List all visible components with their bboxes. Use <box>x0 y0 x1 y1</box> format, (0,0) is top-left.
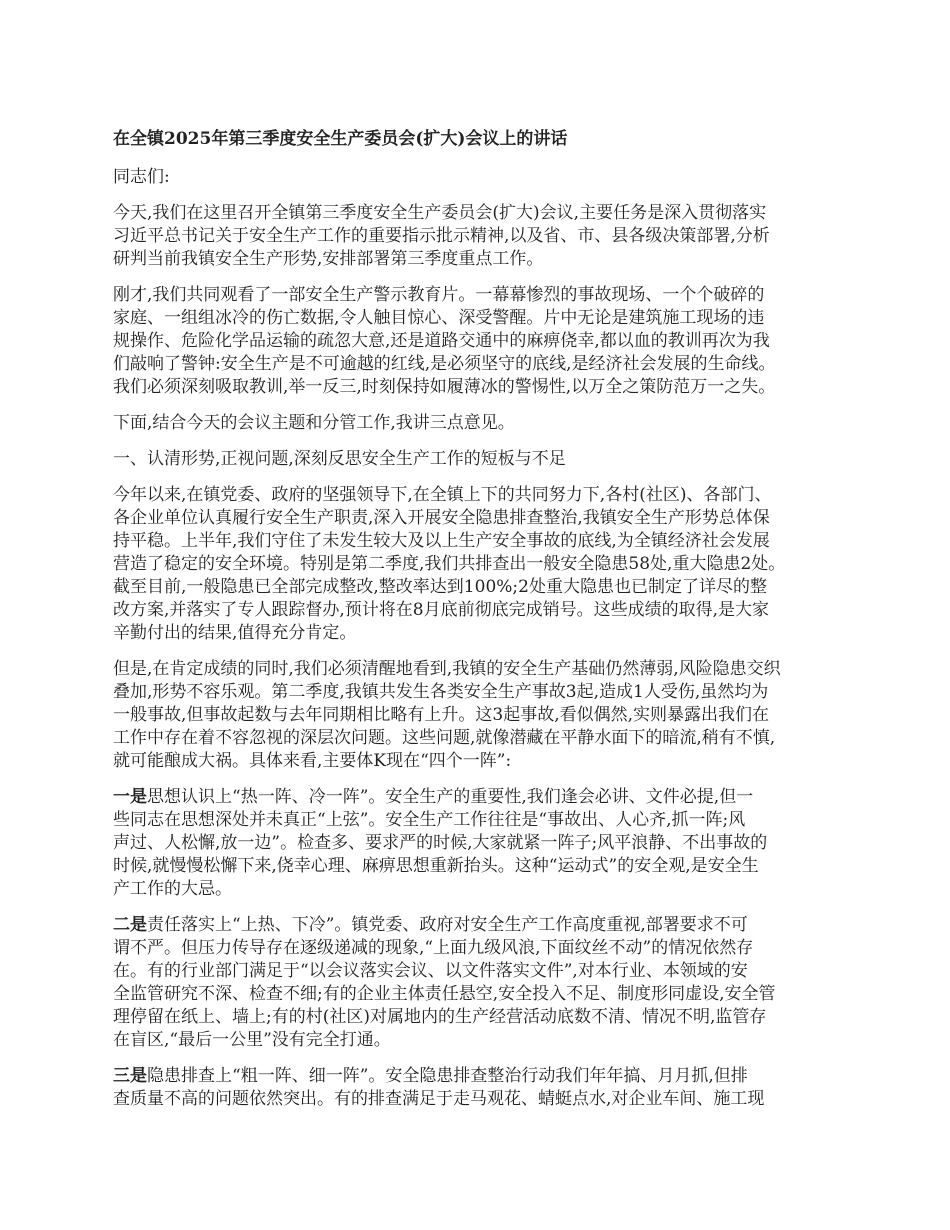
text-line: 声过、人松懈,放一边”。检查多、要求严的时候,大家就紧一阵子;风平浪静、不出事故的 <box>113 833 768 853</box>
text-line: 研判当前我镇安全生产形势,安排部署第三季度重点工作。 <box>113 249 544 269</box>
section-heading-1 <box>113 448 853 471</box>
greeting <box>113 166 853 189</box>
text-line: 习近平总书记关于安全生产工作的重要指示批示精神,以及省、市、县各级决策部署,分析 <box>113 226 770 246</box>
paragraph-achievements <box>113 484 853 645</box>
greeting-text: 同志们: <box>113 167 170 187</box>
text-line: 时候,就慢慢松懈下来,侥幸心理、麻痹思想重新抬头。这种“运动式”的安全观,是安全生 <box>113 856 759 876</box>
text-line: 产工作的大忌。 <box>113 879 232 899</box>
text-line: 今年以来,在镇党委、政府的坚强领导下,在全镇上下的共同努力下,各村(社区)、各部门、 <box>113 485 772 505</box>
text-line: 叠加,形势不容乐观。第二季度,我镇共发生各类安全生产事故3起,造成1人受伤,虽然均为 <box>113 682 769 702</box>
text-line: 思想认识上“热一阵、冷一阵”。安全生产的重要性,我们逢会必讲、文件必提,但一 <box>147 787 754 807</box>
paragraph-point-1 <box>113 786 853 901</box>
paragraph-outline <box>113 412 853 435</box>
text-line: 我们必须深刻吸取教训,举一反三,时刻保持如履薄冰的警惕性,以万全之策防范万一之失。 <box>113 377 776 397</box>
text-line: 全监管研究不深、检查不细;有的企业主体责任悬空,安全投入不足、制度形同虚设,安全管 <box>113 984 776 1004</box>
text-line: 责任落实上“上热、下冷”。镇党委、政府对安全生产工作高度重视,部署要求不可 <box>147 915 748 935</box>
text-line: 但是,在肯定成绩的同时,我们必须清醒地看到,我镇的安全生产基础仍然薄弱,风险隐患交织 <box>113 659 781 679</box>
text-line: 们敲响了警钟:安全生产是不可逾越的红线,是必须坚守的底线,是经济社会发展的生命线。 <box>113 354 776 374</box>
text-line <box>113 1065 853 1088</box>
text-line: 家庭、一组组冰冷的伤亡数据,令人触目惊心、深受警醒。片中无论是建筑施工现场的违 <box>113 308 765 328</box>
text-line: 在。有的行业部门满足于“以会议落实会议、以文件落实文件”,对本行业、本领域的安 <box>113 961 748 981</box>
text-line <box>113 786 853 809</box>
text-line: 在盲区,“最后一公里”没有完全打通。 <box>113 1030 391 1050</box>
text-line: 一般事故,但事故起数与去年同期相比略有上升。这3起事故,看似偶然,实则暴露出我们在 <box>113 705 770 725</box>
point-lead: 三是 <box>113 1066 147 1086</box>
text-line: 刚才,我们共同观看了一部安全生产警示教育片。一幕幕惨烈的事故现场、一个个破碎的 <box>113 285 765 305</box>
text-line: 就可能酿成大祸。具体来看,主要体K现在“四个一阵”: <box>113 751 512 771</box>
text-line <box>113 914 853 937</box>
paragraph-problems <box>113 658 853 773</box>
paragraph-intro <box>113 202 853 271</box>
document-title: 在全镇2025年第三季度安全生产委员会(扩大)会议上的讲话 <box>113 129 568 149</box>
text-line: 今天,我们在这里召开全镇第三季度安全生产委员会(扩大)会议,主要任务是深入贯彻落实 <box>113 203 767 223</box>
paragraph-point-3 <box>113 1065 853 1111</box>
text-line: 规操作、危险化学品运输的疏忽大意,还是道路交通中的麻痹侥幸,都以血的教训再次为我 <box>113 331 770 351</box>
text-line: 隐患排查上“粗一阵、细一阵”。安全隐患排查整治行动我们年年搞、月月抓,但排 <box>147 1066 748 1086</box>
point-lead: 一是 <box>113 787 147 807</box>
heading-text: 一、认清形势,正视问题,深刻反思安全生产工作的短板与不足 <box>113 449 566 469</box>
text-line: 营造了稳定的安全环境。特别是第二季度,我们共排查出一般安全隐患58处,重大隐患2处。 <box>113 554 786 574</box>
document-page <box>113 128 853 1124</box>
text-line: 些同志在思想深处并未真正“上弦”。安全生产工作往往是“事故出、人心齐,抓一阵;风 <box>113 810 746 830</box>
text-line: 理停留在纸上、墙上;有的村(社区)对属地内的生产经营活动底数不清、情况不明,监管存 <box>113 1007 767 1027</box>
point-lead: 二是 <box>113 915 147 935</box>
text-line: 持平稳。上半年,我们守住了未发生较大及以上生产安全事故的底线,为全镇经济社会发展 <box>113 531 770 551</box>
paragraph-point-2 <box>113 914 853 1052</box>
text-line: 截至目前,一般隐患已全部完成整改,整改率达到100%;2处重大隐患也已制定了详尽的整 <box>113 577 767 597</box>
text-line: 改方案,并落实了专人跟踪督办,预计将在8月底前彻底完成销号。这些成绩的取得,是大家 <box>113 600 770 620</box>
text-line: 查质量不高的问题依然突出。有的排查满足于走马观花、蜻蜓点水,对企业车间、施工现 <box>113 1089 765 1109</box>
text-line: 下面,结合今天的会议主题和分管工作,我讲三点意见。 <box>113 413 515 433</box>
paragraph-warning-video <box>113 284 853 399</box>
text-line: 各企业单位认真履行安全生产职责,深入开展安全隐患排查整治,我镇安全生产形势总体保 <box>113 508 770 528</box>
text-line: 工作中存在着不容忽视的深层次问题。这些问题,就像潜藏在平静水面下的暗流,稍有不慎, <box>113 728 776 748</box>
text-line: 辛勤付出的结果,值得充分肯定。 <box>113 623 357 643</box>
text-line: 谓不严。但压力传导存在逐级递减的现象,“上面九级风浪,下面纹丝不动”的情况依然存 <box>113 938 754 958</box>
